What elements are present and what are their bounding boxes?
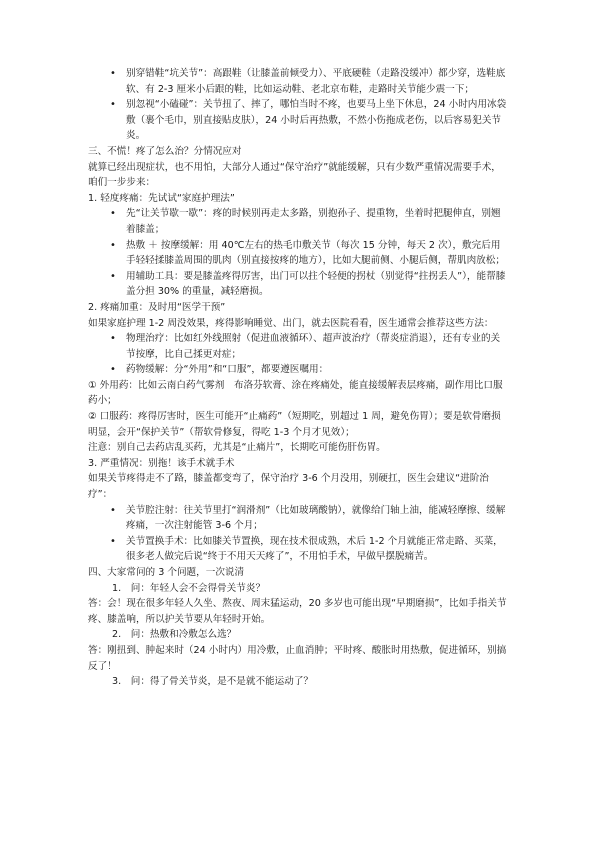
subheading-severe: 3. 严重情况：别拖！该手术就手术 [88, 457, 235, 469]
subheading-mild: 1. 轻度疼痛：先试试“家庭护理法” [88, 192, 235, 204]
answer-1: 答：会！现在很多年轻人久坐、熬夜、周末猛运动，20 多岁也可能出现“早期磨损”，比如手指关节疼、膝盖响，所以护关节要从年轻时开始。 [88, 598, 507, 625]
paragraph-medical: 如果家庭护理 1-2 周没效果，疼得影响睡觉、出门，就去医院看看，医生通常会推荐这些方法： [88, 317, 494, 329]
answer-2: 答：刚扭到、肿起来时（24 小时内）用冷敷，止血消肿；平时疼、酸胀时用热敷，促进循环，别搞反了！ [88, 644, 507, 672]
bullet-aids: • 用辅助工具：要是膝盖疼得厉害，出门可以拄个轻便的拐杖（别觉得“拄拐丢人”），能帮膝盖分担 30% 的重量，减轻磨损。 [88, 269, 508, 300]
paragraph-intro: 就算已经出现症状，也不用怕，大部分人通过“保守治疗”就能缓解，只有少数严重情况需要手术，咱们一步步来： [88, 161, 501, 189]
note-warning: 注意：别自己去药店乱买药，尤其是“止痛片”，长期吃可能伤肝伤胃。 [88, 442, 386, 454]
section-heading-4: 四、大家常问的 3 个问题，一次说清 [88, 567, 245, 578]
document-body [88, 66, 508, 690]
bullet-heat-massage: • 热敷 ＋ 按摩缓解：用 40℃左右的热毛巾敷关节（每次 15 分钟，每天 2 次），敷完后用手轻轻揉膝盖周围的肌肉（别直接按疼的地方），比如大腿前侧、小腿后侧，帮肌肉放松； [88, 238, 508, 269]
bullet-replacement: • 关节置换手术：比如膝关节置换，现在技术很成熟，术后 1-2 个月就能正常走路、买菜，很多老人做完后说“终于不用天天疼了”，不用怕手术，早做早摆脱痛苦。 [88, 534, 508, 565]
bullet-shoes: • 别穿错鞋“坑关节”：高跟鞋（让膝盖前倾受力）、平底硬鞋（走路没缓冲）都少穿，选鞋底软、有 2-3 厘米小后跟的鞋，比如运动鞋、老北京布鞋，走路时关节能少震一下； [88, 66, 508, 97]
item-oral: ② 口服药：疼得厉害时，医生可能开“止痛药”（短期吃，别超过 1 周，避免伤胃）；要是软骨磨损明显，会开“保护关节”（帮软骨修复，得吃 1-3 个月才见效）； [88, 411, 501, 438]
question-1: 1. 问：年轻人会不会得骨关节炎？ [112, 582, 266, 594]
subheading-medical: 2. 疼痛加重：及时用“医学干预” [88, 301, 226, 313]
paragraph-severe: 如果关节疼得走不了路，膝盖都变弯了，保守治疗 3-6 个月没用，别硬扛，医生会建议“进阶治疗”： [88, 473, 489, 501]
section-heading-3: 三、不慌！疼了怎么治？分情况应对 [88, 145, 242, 157]
question-3: 3. 问：得了骨关节炎，是不是就不能运动了？ [112, 676, 314, 688]
bullet-drugs: • 药物缓解：分“外用”和“口服”，都要遵医嘱用： [88, 362, 508, 378]
item-topical: ① 外用药：比如云南白药气雾剂 布洛芬软膏、涂在疼痛处，能直接缓解表层疼痛，副作用比口服药小； [88, 379, 503, 407]
bullet-rest: • 先“让关节歇一歇”：疼的时候别再走太多路，别抱孙子、提重物，坐着时把腿伸直，别翘着膝盖； [88, 206, 508, 237]
bullet-injection: • 关节腔注射：往关节里打“润滑剂”（比如玻璃酸钠），就像给门轴上油，能减轻摩擦、缓解疼痛，一次注射能管 3-6 个月； [88, 503, 508, 534]
question-2: 2. 问：热敷和冷敷怎么选？ [112, 629, 237, 641]
bullet-physio: • 物理治疗：比如红外线照射（促进血液循环）、超声波治疗（帮炎症消退），还有专业的关节按摩，比自己揉更对症； [88, 331, 508, 362]
bullet-bumps: • 别忽视“小磕碰”：关节扭了、摔了，哪怕当时不疼，也要马上坐下休息，24 小时内用冰袋敷（裹个毛巾，别直接贴皮肤），24 小时后再热敷，不然小伤拖成老伤，以后容易犯关节炎。 [88, 97, 508, 144]
